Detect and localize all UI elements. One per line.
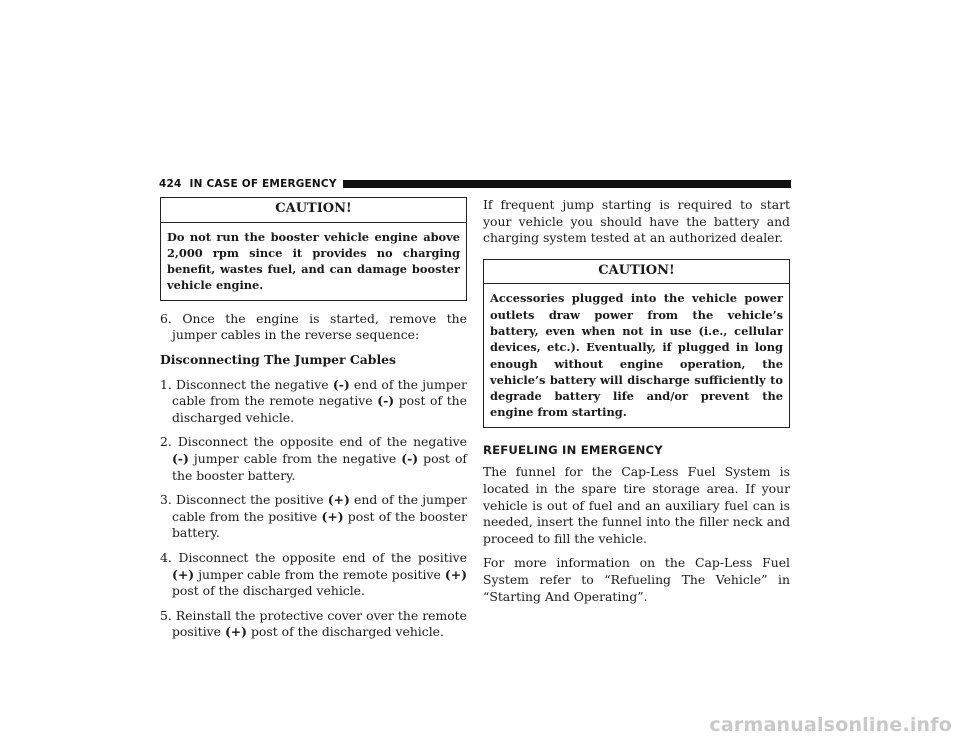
section-title: IN CASE OF EMERGENCY <box>189 178 337 190</box>
list-item-step-5: 5. Reinstall the protective cover over the remote positive (+) post of the discharged vehicle. <box>160 607 467 640</box>
refueling-paragraph-1: The funnel for the Cap-Less Fuel System is located in the spare tire storage area. If your vehicle is out of fuel and an auxiliary fuel can is needed, insert the funnel into the filler neck and proceed to fill the vehicle. <box>483 464 790 546</box>
caution-body: Accessories plugged into the vehicle power outlets draw power from the vehicle’s battery, even when not in use (i.e., cellular devices, etc.). Eventually, if plugged in long enough without engine operation, the vehicle’s battery will discharge sufficiently to degrade battery life and/or prevent the engine from starting. <box>490 291 783 420</box>
list-item-step-6: 6. Once the engine is started, remove the jumper cables in the reverse sequence: <box>160 310 467 343</box>
right-column <box>483 197 790 613</box>
list-item-step-4: 4. Disconnect the opposite end of the positive (+) jumper cable from the remote positive (+) post of the discharged vehicle. <box>160 549 467 599</box>
list-item-step-2: 2. Disconnect the opposite end of the negative (-) jumper cable from the negative (-) post of the booster battery. <box>160 434 467 483</box>
page-number: 424 <box>159 178 182 190</box>
subheading-disconnecting: Disconnecting The Jumper Cables <box>160 351 397 367</box>
caution-title: CAUTION! <box>161 198 466 223</box>
caution-box-booster <box>160 197 467 301</box>
left-column <box>160 197 467 649</box>
page-header <box>159 177 791 191</box>
caution-title: CAUTION! <box>484 260 789 285</box>
refueling-paragraph-2: For more information on the Cap-Less Fuel System refer to “Refueling The Vehicle” in “Starting And Operating”. <box>483 555 790 604</box>
list-item-step-1: 1. Disconnect the negative (-) end of the jumper cable from the remote negative (-) post of the discharged vehicle. <box>160 376 467 425</box>
section-heading-refueling: REFUELING IN EMERGENCY <box>483 442 663 457</box>
header-rule <box>343 180 791 188</box>
caution-box-accessories <box>483 259 790 428</box>
list-item-step-3: 3. Disconnect the positive (+) end of the jumper cable from the positive (+) post of the booster battery. <box>160 492 467 541</box>
caution-body: Do not run the booster vehicle engine above 2,000 rpm since it provides no charging benefit, wastes fuel, and can damage booster vehicle engine. <box>167 229 460 293</box>
watermark-text: carmanualsonline.info <box>709 714 952 736</box>
intro-paragraph: If frequent jump starting is required to start your vehicle you should have the battery and charging system tested at an authorized dealer. <box>483 197 790 246</box>
